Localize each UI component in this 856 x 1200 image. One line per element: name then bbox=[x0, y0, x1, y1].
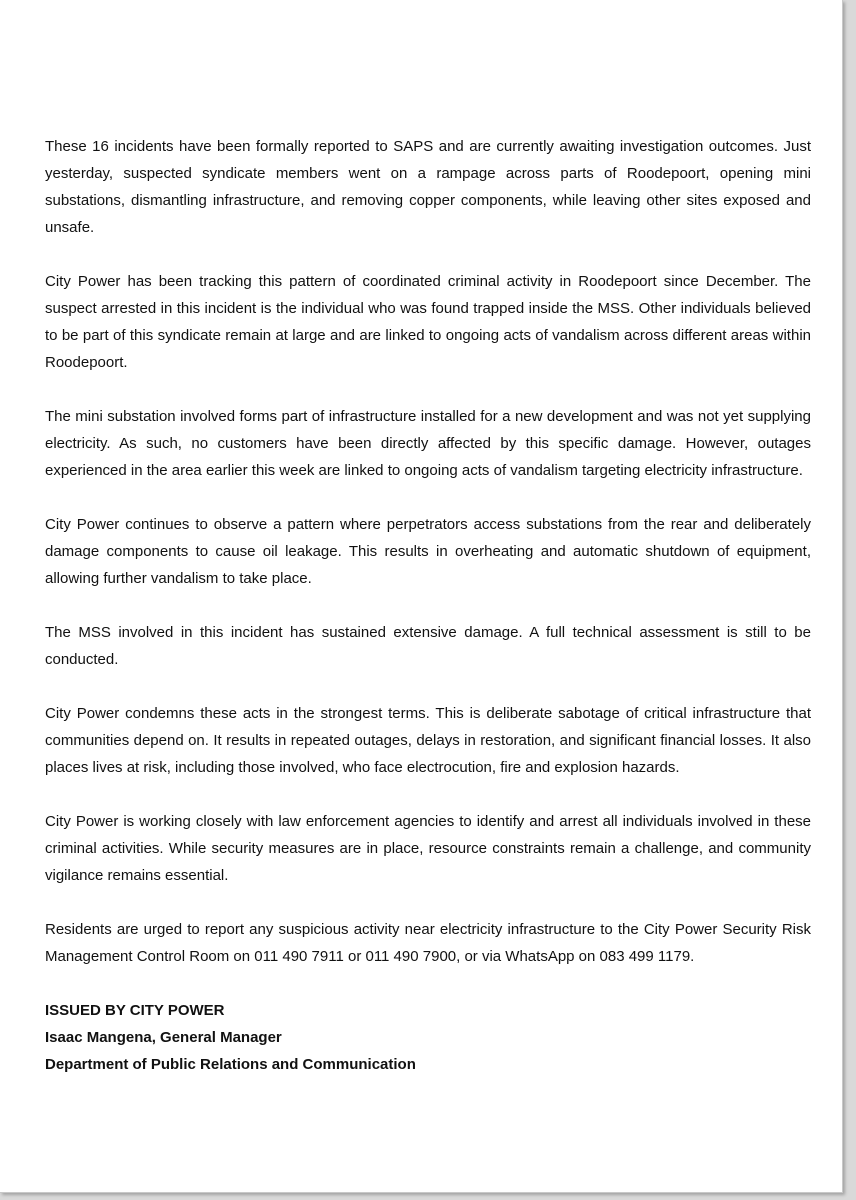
paragraph-incidents-reported: These 16 incidents have been formally reported to SAPS and are currently awaiting investigation outcomes. Just yesterday, suspected syndicate members went on a rampage across parts of Roodepoort, opening mini substations, dismantling infrastructure, and removing copper components, while leaving other sites exposed and unsafe. bbox=[45, 138, 811, 236]
paragraph-report-activity: Residents are urged to report any suspicious activity near electricity infrastructure to the City Power Security Risk Management Control Room on 011 490 7911 or 011 490 7900, or via WhatsApp on 083 499 1179. bbox=[45, 921, 811, 965]
paragraph-mini-substation: The mini substation involved forms part of infrastructure installed for a new development and was not yet supplying electricity. As such, no customers have been directly affected by this specific damage. However, outages experienced in the area earlier this week are linked to ongoing acts of vandalism targeting electricity infrastructure. bbox=[45, 408, 811, 479]
signoff-block bbox=[45, 997, 811, 1078]
signatory-name-title: Isaac Mangena, General Manager bbox=[45, 1029, 282, 1046]
paragraph-condemnation: City Power condemns these acts in the strongest terms. This is deliberate sabotage of critical infrastructure that communities depend on. It results in repeated outages, delays in restoration, and significant financial losses. It also places lives at risk, including those involved, who face electrocution, fire and explosion hazards. bbox=[45, 705, 811, 776]
issued-by: ISSUED BY CITY POWER bbox=[45, 1002, 225, 1019]
paragraph-law-enforcement: City Power is working closely with law enforcement agencies to identify and arrest all individuals involved in these criminal activities. While security measures are in place, resource constraints remain a challenge, and community vigilance remains essential. bbox=[45, 813, 811, 884]
paragraph-mss-damage: The MSS involved in this incident has sustained extensive damage. A full technical assessment is still to be conducted. bbox=[45, 624, 811, 668]
paragraph-tracking-pattern: City Power has been tracking this pattern of coordinated criminal activity in Roodepoort since December. The suspect arrested in this incident is the individual who was found trapped inside the MSS. Other individuals believed to be part of this syndicate remain at large and are linked to ongoing acts of vandalism across different areas within Roodepoort. bbox=[45, 273, 811, 371]
paragraph-perpetrator-pattern: City Power continues to observe a pattern where perpetrators access substations from the rear and deliberately damage components to cause oil leakage. This results in overheating and automatic shutdown of equipment, allowing further vandalism to take place. bbox=[45, 516, 811, 587]
signatory-department: Department of Public Relations and Communication bbox=[45, 1056, 416, 1073]
document-body bbox=[45, 133, 811, 1078]
